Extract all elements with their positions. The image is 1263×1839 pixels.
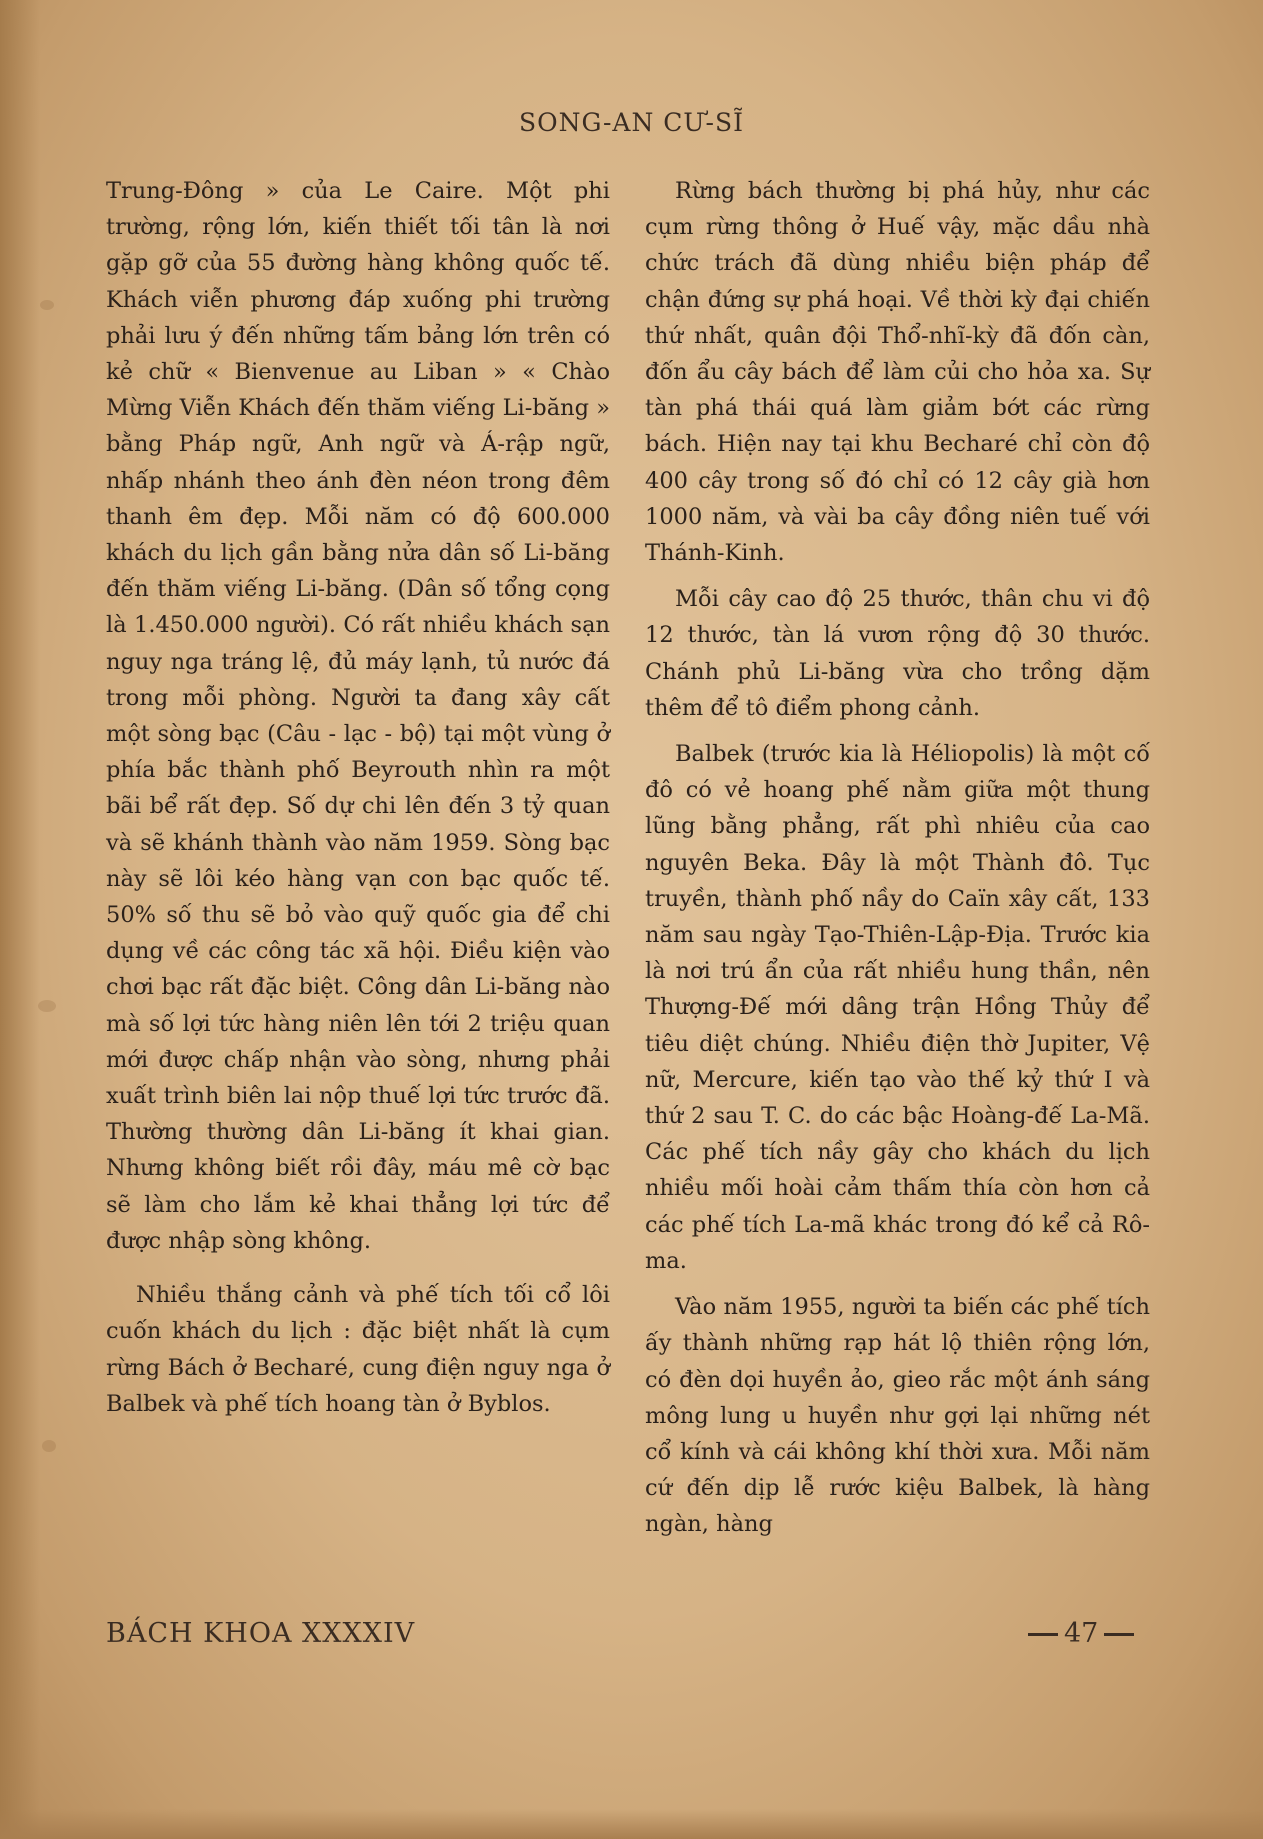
dash-left [1028, 1633, 1058, 1636]
right-column [645, 173, 1150, 1543]
page-number-footer [1022, 1618, 1140, 1649]
paper-stain [38, 1000, 56, 1012]
right-paragraph-4: Vào năm 1955, người ta biến các phế tích ấy thành những rạp hát lộ thiên rộng lớn, có đèn dọi huyền ảo, gieo rắc một ánh sáng mông lung u huyền như gợi lại những nét cổ kính và cái không khí thời xưa. Mỗi năm cứ đến dịp lễ rước kiệu Balbek, là hàng ngàn, hàng [645, 1294, 1150, 1538]
paper-stain [42, 1440, 56, 1452]
left-paragraph-2: Nhiều thắng cảnh và phế tích tối cổ lôi cuốn khách du lịch : đặc biệt nhất là cụm rừng Bách ở Becharé, cung điện nguy nga ở Balbek và phế tích hoang tàn ở Byblos. [106, 1282, 610, 1417]
left-column [106, 173, 610, 1422]
right-paragraph-2: Mỗi cây cao độ 25 thước, thân chu vi độ 12 thước, tàn lá vươn rộng độ 30 thước. Chánh phủ Li-băng vừa cho trồng dặm thêm để tô điểm phong cảnh. [645, 586, 1150, 721]
paper-stain [40, 300, 54, 310]
page-edge-shadow-bottom [0, 1809, 1263, 1839]
publication-footer: BÁCH KHOA XXXXIV [106, 1618, 416, 1649]
page-number: 47 [1064, 1618, 1099, 1649]
dash-right [1104, 1633, 1134, 1636]
page-edge-shadow-left [0, 0, 40, 1839]
running-header: SONG-AN CƯ-SĨ [519, 108, 744, 137]
right-paragraph-1: Rừng bách thường bị phá hủy, như các cụm rừng thông ở Huế vậy, mặc dầu nhà chức trách đã dùng nhiều biện pháp để chận đứng sự phá hoại. Về thời kỳ đại chiến thứ nhất, quân đội Thổ-nhĩ-kỳ đã đốn càn, đốn ẩu cây bách để làm củi cho hỏa xa. Sự tàn phá thái quá làm giảm bớt các rừng bách. Hiện nay tại khu Becharé chỉ còn độ 400 cây trong số đó chỉ có 12 cây già hơn 1000 năm, và vài ba cây đồng niên tuế với Thánh-Kinh. [645, 178, 1150, 567]
right-paragraph-3: Balbek (trước kia là Héliopolis) là một cố đô có vẻ hoang phế nằm giữa một thung lũng bằng phẳng, rất phì nhiêu của cao nguyên Beka. Đây là một Thành đô. Tục truyền, thành phố nầy do Caïn xây cất, 133 năm sau ngày Tạo-Thiên-Lập-Địa. Trước kia là nơi trú ẩn của rất nhiều hung thần, nên Thượng-Đế mới dâng trận Hồng Thủy để tiêu diệt chúng. Nhiều điện thờ Jupiter, Vệ nữ, Mercure, kiến tạo vào thế kỷ thứ I và thứ 2 sau T. C. do các bậc Hoàng-đế La-Mã. Các phế tích nầy gây cho khách du lịch nhiều mối hoài cảm thấm thía còn hơn cả các phế tích La-mã khác trong đó kể cả Rô-ma. [645, 741, 1150, 1274]
left-paragraph-1: Trung-Đông » của Le Caire. Một phi trường, rộng lớn, kiến thiết tối tân là nơi gặp gỡ của 55 đường hàng không quốc tế. Khách viễn phương đáp xuống phi trường phải lưu ý đến những tấm bảng lớn trên có kẻ chữ « Bienvenue au Liban » « Chào Mừng Viễn Khách đến thăm viếng Li-băng » bằng Pháp ngữ, Anh ngữ và Á-rập ngữ, nhấp nhánh theo ánh đèn néon trong đêm thanh êm đẹp. Mỗi năm có độ 600.000 khách du lịch gần bằng nửa dân số Li-băng đến thăm viếng Li-băng. (Dân số tổng cọng là 1.450.000 người). Có rất nhiều khách sạn nguy nga tráng lệ, đủ máy lạnh, tủ nước đá trong mỗi phòng. Người ta đang xây cất một sòng bạc (Câu - lạc - bộ) tại một vùng ở phía bắc thành phố Beyrouth nhìn ra một bãi bể rất đẹp. Số dự chi lên đến 3 tỷ quan và sẽ khánh thành vào năm 1959. Sòng bạc này sẽ lôi kéo hàng vạn con bạc quốc tế. 50% số thu sẽ bỏ vào quỹ quốc gia để chi dụng về các công tác xã hội. Điều kiện vào chơi bạc rất đặc biệt. Công dân Li-băng nào mà số lợi tức hàng niên lên tới 2 triệu quan mới được chấp nhận vào sòng, nhưng phải xuất trình biên lai nộp thuế lợi tức trước đã. Thường thường dân Li-băng ít khai gian. Nhưng không biết rồi đây, máu mê cờ bạc sẽ làm cho lắm kẻ khai thẳng lợi tức để được nhập sòng không. [106, 178, 610, 1254]
